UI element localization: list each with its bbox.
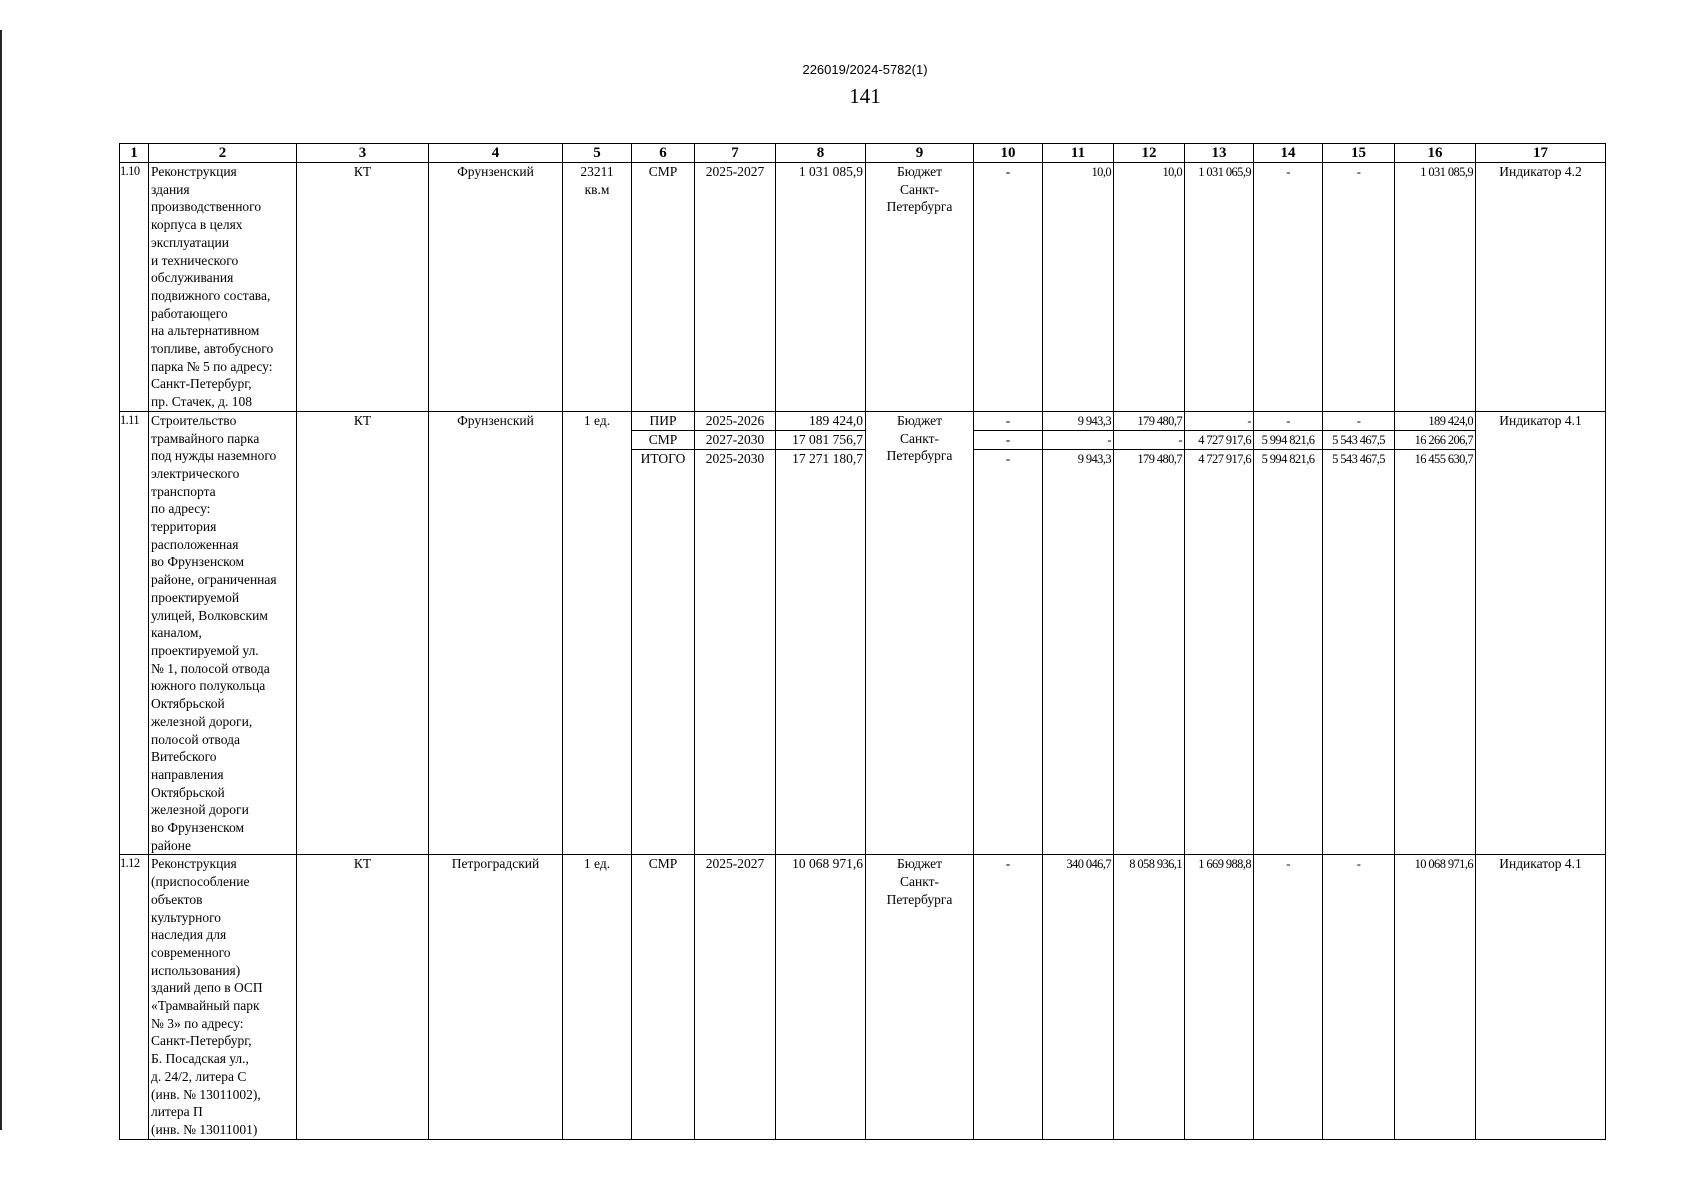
description-line: расположенная (151, 536, 239, 552)
sub-line (1043, 449, 1113, 468)
total-cost-cell-lines (776, 163, 865, 181)
funding-line: Бюджет (896, 164, 943, 179)
sub-line (1395, 430, 1475, 449)
year-col-12 (1114, 163, 1185, 412)
sub-line (1043, 855, 1113, 873)
description-line: современного (151, 944, 231, 960)
description-line: производственного (151, 199, 262, 215)
indicator-cell: Индикатор 4.2 (1476, 163, 1606, 412)
description-line: Витебского (151, 749, 217, 765)
description-line: южного полукольца (151, 678, 266, 694)
period-cell-lines (695, 412, 775, 468)
year-col-11-value: 340 046,7 (1066, 857, 1111, 872)
year-col-16 (1395, 163, 1476, 412)
funding-line: Санкт- (900, 181, 939, 197)
year-col-10-value: - (974, 449, 1042, 468)
funding-line: Санкт- (900, 874, 939, 890)
year-col-14-lines (1254, 855, 1322, 873)
description-line: литера П (151, 1104, 203, 1120)
work-type-cell-value: СМР (632, 430, 694, 449)
column-number-row (120, 144, 1606, 163)
sub-line (1185, 163, 1253, 181)
description-line: районе, ограниченная (151, 572, 277, 588)
year-col-13 (1185, 163, 1254, 412)
sub-line (974, 855, 1042, 873)
work-type-cell-value: СМР (648, 164, 678, 179)
year-col-11-value: 9 943,3 (1077, 413, 1111, 428)
sub-line (1323, 855, 1394, 873)
year-col-13-lines (1185, 163, 1253, 181)
period-cell-value: 2025-2027 (705, 856, 765, 872)
total-cost-cell-value: 17 271 180,7 (776, 449, 865, 468)
sub-line (632, 449, 694, 468)
customer-cell: КТ (297, 163, 429, 412)
row-number: 1.12 (120, 855, 149, 1139)
total-cost-cell-value: 189 424,0 (809, 412, 863, 428)
customer-cell: КТ (297, 855, 429, 1139)
year-col-16-value: 10 068 971,6 (1414, 857, 1473, 872)
year-col-13-value: - (1247, 413, 1251, 428)
year-col-11 (1043, 163, 1114, 412)
description-line: «Трамвайный парк (151, 998, 260, 1014)
year-col-16-value: 1 031 085,9 (1420, 165, 1473, 179)
sub-line (1185, 430, 1253, 449)
year-col-13-value: 1 669 988,8 (1198, 857, 1251, 872)
sub-line (695, 412, 775, 431)
funding-source-cell (866, 411, 974, 855)
description-line: трамвайного парка (151, 430, 260, 446)
description-line: на альтернативном (151, 323, 260, 339)
sub-line (632, 163, 694, 181)
district-cell: Петроградский (429, 855, 563, 1139)
description-line: подвижного состава, (151, 287, 271, 303)
col-header: 4 (429, 144, 563, 163)
capacity-line: 1 ед. (583, 412, 611, 428)
sub-line (1185, 855, 1253, 873)
year-col-13 (1185, 855, 1254, 1139)
year-col-10-lines (974, 855, 1042, 873)
description-line: обслуживания (151, 270, 234, 286)
period-cell (695, 855, 776, 1139)
year-col-10-value: - (974, 430, 1042, 449)
year-col-15 (1323, 163, 1395, 412)
work-type-cell (632, 411, 695, 855)
description-line: Строительство (151, 412, 237, 428)
year-col-11-lines (1043, 412, 1113, 468)
description-line: (приспособление (151, 874, 250, 890)
description-line: каналом, (151, 625, 202, 641)
sub-line (632, 412, 694, 431)
sub-line (1323, 163, 1394, 181)
scan-left-edge (0, 30, 4, 1130)
description-line: районе (151, 837, 191, 853)
year-col-12-lines (1114, 163, 1184, 181)
description-line: проектируемой ул. (151, 642, 259, 658)
sub-line (1185, 449, 1253, 468)
total-cost-cell (776, 163, 866, 412)
object-description (149, 855, 297, 1139)
year-col-16-value: 16 455 630,7 (1395, 449, 1475, 468)
year-col-13 (1185, 411, 1254, 855)
year-col-12 (1114, 855, 1185, 1139)
description-line: транспорта (151, 483, 216, 499)
sub-line (632, 855, 694, 873)
capacity-cell (563, 163, 632, 412)
table-row (120, 855, 1606, 1139)
year-col-10-lines (974, 412, 1042, 468)
sub-line (974, 430, 1042, 449)
description-line: полосой отвода (151, 731, 240, 747)
capacity-cell (563, 411, 632, 855)
sub-line (1114, 855, 1184, 873)
period-cell (695, 163, 776, 412)
year-col-10 (974, 855, 1043, 1139)
sub-line (776, 430, 865, 449)
year-col-12-lines (1114, 855, 1184, 873)
description-line: д. 24/2, литера С (151, 1068, 247, 1084)
description-line: Б. Посадская ул., (151, 1051, 249, 1067)
total-cost-cell-lines (776, 855, 865, 873)
sub-line (632, 430, 694, 449)
description-line: под нужды наземного (151, 448, 277, 464)
description-line: объектов (151, 891, 203, 907)
indicator-cell: Индикатор 4.1 (1476, 411, 1606, 855)
description-line: территория (151, 519, 217, 535)
year-col-11-lines (1043, 163, 1113, 181)
year-col-14-value: - (1286, 165, 1290, 179)
col-header: 7 (695, 144, 776, 163)
row-number: 1.10 (120, 163, 149, 412)
year-col-15-value: - (1356, 165, 1361, 179)
work-type-cell-value: ПИР (649, 412, 677, 428)
description-line: эксплуатации (151, 234, 229, 250)
capacity-line: кв.м (584, 181, 610, 197)
table-row (120, 163, 1606, 412)
year-col-15-value: 5 543 467,5 (1323, 430, 1394, 449)
sub-line (974, 449, 1042, 468)
year-col-12-value: 8 058 936,1 (1129, 857, 1182, 872)
row-number: 1.11 (120, 411, 149, 855)
sub-line (1395, 412, 1475, 431)
year-col-10-lines (974, 163, 1042, 181)
year-col-11-value: - (1043, 430, 1113, 449)
work-type-cell-value: СМР (648, 856, 678, 872)
description-line: зданий депо в ОСП (151, 980, 263, 996)
program-table (119, 143, 1606, 1140)
year-col-16-value: 189 424,0 (1428, 413, 1473, 428)
description-line: направления (151, 766, 224, 782)
period-cell-value: 2025-2027 (705, 164, 765, 179)
col-header: 16 (1395, 144, 1476, 163)
funding-line: Бюджет (896, 856, 943, 872)
sub-line (1323, 430, 1394, 449)
year-col-13-value: 1 031 065,9 (1198, 165, 1251, 179)
total-cost-cell-value: 10 068 971,6 (792, 856, 863, 872)
year-col-14 (1254, 855, 1323, 1139)
description-line: пр. Стачек, д. 108 (151, 394, 253, 410)
funding-line: Петербурга (886, 448, 953, 464)
year-col-16 (1395, 411, 1476, 855)
description-line: железной дороги (151, 802, 249, 818)
year-col-15-lines (1323, 163, 1394, 181)
sub-line (776, 855, 865, 873)
work-type-cell-value: ИТОГО (632, 449, 694, 468)
year-col-11-value: 9 943,3 (1043, 449, 1113, 468)
description-line: корпуса в целях (151, 217, 243, 233)
total-cost-cell-value: 17 081 756,7 (776, 430, 865, 449)
indicator-cell: Индикатор 4.1 (1476, 855, 1606, 1139)
sub-line (1254, 855, 1322, 873)
year-col-13-lines (1185, 412, 1253, 468)
description-line: Октябрьской (151, 696, 225, 712)
sub-line (695, 430, 775, 449)
work-type-cell-lines (632, 163, 694, 181)
total-cost-cell (776, 411, 866, 855)
col-header: 10 (974, 144, 1043, 163)
total-cost-cell (776, 855, 866, 1139)
funding-line: Санкт- (900, 430, 939, 446)
col-header: 9 (866, 144, 974, 163)
col-header: 14 (1254, 144, 1323, 163)
year-col-12-lines (1114, 412, 1184, 468)
sub-line (1043, 412, 1113, 431)
sub-line (1254, 412, 1322, 431)
year-col-12-value: - (1114, 430, 1184, 449)
sub-line (1254, 163, 1322, 181)
sub-line (1114, 449, 1184, 468)
col-header: 12 (1114, 144, 1185, 163)
sub-line (1323, 412, 1394, 431)
customer-cell: КТ (297, 411, 429, 855)
period-cell-value: 2025-2026 (705, 412, 765, 428)
page-number: 141 (849, 84, 881, 108)
year-col-16 (1395, 855, 1476, 1139)
year-col-14-lines (1254, 412, 1322, 468)
description-line: здания (151, 181, 190, 197)
object-description (149, 163, 297, 412)
work-type-cell (632, 855, 695, 1139)
sub-line (1254, 449, 1322, 468)
col-header: 2 (149, 144, 297, 163)
year-col-14-lines (1254, 163, 1322, 181)
description-line: топливе, автобусного (151, 341, 274, 357)
sub-line (1395, 449, 1475, 468)
sub-line (974, 412, 1042, 431)
col-header: 1 (120, 144, 149, 163)
year-col-10-value: - (1005, 856, 1011, 872)
sub-line (1395, 163, 1475, 181)
sub-line (974, 163, 1042, 181)
funding-line: Петербурга (886, 199, 953, 215)
description-line: (инв. № 13011001) (151, 1121, 258, 1137)
capacity-line: 23211 (580, 164, 614, 179)
col-header: 15 (1323, 144, 1395, 163)
sub-line (1395, 855, 1475, 873)
year-col-12-value: 179 480,7 (1114, 449, 1184, 468)
year-col-14 (1254, 163, 1323, 412)
funding-source-cell (866, 855, 974, 1139)
description-line: № 3» по адресу: (151, 1015, 244, 1031)
col-header: 8 (776, 144, 866, 163)
sub-line (1185, 412, 1253, 431)
description-line: по адресу: (151, 501, 211, 517)
col-header: 6 (632, 144, 695, 163)
year-col-11-lines (1043, 855, 1113, 873)
description-line: железной дороги, (151, 713, 253, 729)
period-cell-lines (695, 855, 775, 873)
sub-line (1114, 163, 1184, 181)
year-col-14-value: - (1286, 857, 1290, 872)
description-line: (инв. № 13011002), (151, 1086, 261, 1102)
col-header: 13 (1185, 144, 1254, 163)
sub-line (1254, 430, 1322, 449)
sub-line (695, 449, 775, 468)
funding-line: Петербурга (886, 891, 953, 907)
year-col-15-lines (1323, 412, 1394, 468)
capacity-line: 1 ед. (583, 856, 611, 872)
sub-line (695, 855, 775, 873)
year-col-15-lines (1323, 855, 1394, 873)
description-line: во Фрунзенском (151, 554, 245, 570)
funding-source-cell (866, 163, 974, 412)
table-row (120, 411, 1606, 855)
sub-line (776, 449, 865, 468)
description-line: наследия для (151, 927, 227, 943)
registration-number: 226019/2024-5782(1) (802, 62, 928, 77)
col-header: 3 (297, 144, 429, 163)
description-line: и технического (151, 252, 239, 268)
period-cell (695, 411, 776, 855)
sub-line (776, 412, 865, 431)
description-line: проектируемой (151, 589, 240, 605)
col-header: 11 (1043, 144, 1114, 163)
description-line: Октябрьской (151, 784, 225, 800)
description-line: работающего (151, 305, 228, 321)
year-col-13-value: 4 727 917,6 (1185, 430, 1253, 449)
description-line: использования) (151, 962, 241, 978)
capacity-cell (563, 855, 632, 1139)
year-col-16-lines (1395, 412, 1475, 468)
sub-line (776, 163, 865, 181)
description-line: Санкт-Петербург, (151, 376, 252, 392)
sub-line (1114, 412, 1184, 431)
col-header: 5 (563, 144, 632, 163)
funding-line: Бюджет (896, 412, 943, 428)
year-col-15-value: - (1356, 857, 1361, 872)
sub-line (1114, 430, 1184, 449)
year-col-11 (1043, 411, 1114, 855)
year-col-10 (974, 163, 1043, 412)
description-line: Санкт-Петербург, (151, 1033, 252, 1049)
year-col-15-value: 5 543 467,5 (1323, 449, 1394, 468)
year-col-15 (1323, 855, 1395, 1139)
year-col-16-lines (1395, 855, 1475, 873)
year-col-10-value: - (1005, 412, 1011, 428)
description-line: Реконструкция (151, 856, 237, 872)
sub-line (1043, 163, 1113, 181)
year-col-10 (974, 411, 1043, 855)
year-col-14-value: 5 994 821,6 (1254, 449, 1322, 468)
year-col-14-value: 5 994 821,6 (1254, 430, 1322, 449)
year-col-10-value: - (1005, 164, 1011, 179)
total-cost-cell-value: 1 031 085,9 (798, 164, 863, 179)
sub-line (1323, 449, 1394, 468)
year-col-12 (1114, 411, 1185, 855)
year-col-15 (1323, 411, 1395, 855)
description-line: Реконструкция (151, 164, 237, 179)
period-cell-lines (695, 163, 775, 181)
work-type-cell-lines (632, 412, 694, 468)
year-col-11-value: 10,0 (1091, 165, 1111, 179)
work-type-cell (632, 163, 695, 412)
year-col-12-value: 179 480,7 (1137, 413, 1182, 428)
period-cell-value: 2025-2030 (695, 449, 775, 468)
sub-line (695, 163, 775, 181)
district-cell: Фрунзенский (429, 163, 563, 412)
year-col-16-value: 16 266 206,7 (1395, 430, 1475, 449)
district-cell: Фрунзенский (429, 411, 563, 855)
total-cost-cell-lines (776, 412, 865, 468)
work-type-cell-lines (632, 855, 694, 873)
description-line: во Фрунзенском (151, 820, 245, 836)
description-line: культурного (151, 909, 222, 925)
year-col-11 (1043, 855, 1114, 1139)
sub-line (1043, 430, 1113, 449)
year-col-13-lines (1185, 855, 1253, 873)
description-line: улицей, Волковским (151, 607, 268, 623)
col-header: 17 (1476, 144, 1606, 163)
description-line: парка № 5 по адресу: (151, 358, 273, 374)
object-description (149, 411, 297, 855)
year-col-14-value: - (1286, 413, 1290, 428)
description-line: электрического (151, 465, 240, 481)
year-col-15-value: - (1356, 413, 1361, 428)
year-col-13-value: 4 727 917,6 (1185, 449, 1253, 468)
year-col-16-lines (1395, 163, 1475, 181)
year-col-12-value: 10,0 (1162, 165, 1182, 179)
period-cell-value: 2027-2030 (695, 430, 775, 449)
description-line: № 1, полосой отвода (151, 660, 270, 676)
year-col-14 (1254, 411, 1323, 855)
